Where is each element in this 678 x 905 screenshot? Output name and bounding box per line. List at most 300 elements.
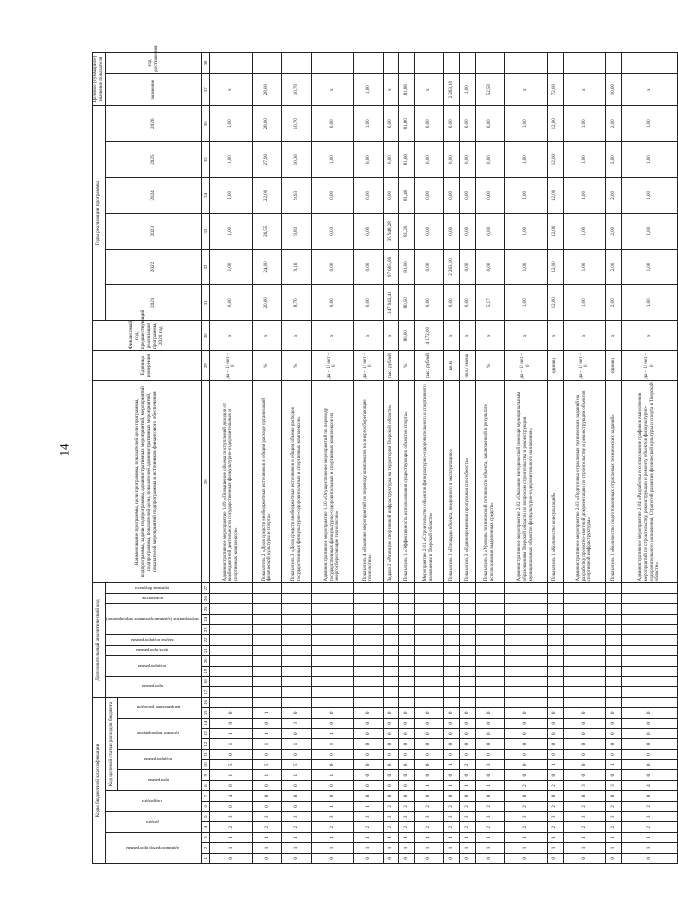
base-value-cell: х: [444, 321, 460, 351]
row-description: Показатель 1 «Количество подготовленных отраслевых технических заданий»: [606, 381, 622, 583]
year-value-cell: 0,00: [383, 178, 399, 214]
base-value-cell: х: [606, 321, 622, 351]
row-description: Показатель 1 «Количество консультаций»: [547, 381, 563, 583]
year-2024: 2024: [105, 178, 202, 214]
row-description: Административное мероприятие 2.04 «Разработка и согласование графиков выполнения мероприятий по строительству, реконструкции и ремонту объектов физкультурно-оздоровительного назначения, Стратегий развития физической культуры и спорта в Тверской области»: [622, 381, 678, 583]
code-cell: 0: [563, 739, 606, 749]
year-value-cell: 0,03: [311, 213, 354, 249]
code-cell: 0: [606, 791, 622, 801]
code-cell: 2: [415, 801, 444, 811]
code-cell: 0: [505, 708, 548, 718]
code-cell: [475, 625, 504, 635]
code-cell: 1: [444, 780, 460, 790]
year-value-cell: 0,00: [415, 285, 444, 321]
code-cell: 0: [253, 749, 282, 759]
column-index-cell: 15: [202, 708, 210, 718]
year-value-cell: 1,00: [622, 106, 678, 142]
code-cell: 2: [475, 801, 504, 811]
code-cell: [210, 687, 253, 697]
unit-cell: %: [475, 351, 504, 381]
table-row: [415, 53, 444, 864]
code-cell: 5: [282, 760, 311, 770]
final-year-label: год достижения: [105, 53, 202, 74]
code-cell: [253, 625, 282, 635]
code-cell: 2: [460, 760, 476, 770]
code-cell: 0: [505, 853, 548, 863]
code-cell: [444, 625, 460, 635]
code-cell: 9: [210, 718, 253, 728]
table-row: [383, 53, 399, 864]
column-index-cell: 25: [202, 604, 210, 614]
code-cell: [383, 666, 399, 676]
code-cell: 0: [253, 853, 282, 863]
vcol-event: мероприятие (административное мероприятие): [105, 616, 199, 622]
code-cell: [505, 635, 548, 645]
code-cell: [505, 666, 548, 676]
unit-cell: единиц: [606, 351, 622, 381]
row-description: Показатель 2 «Единовременная пропускная способность»: [460, 381, 476, 583]
base-value-cell: х: [383, 321, 399, 351]
rotated-table-container: [92, 45, 661, 864]
row-description: Административное мероприятие 1.10 «Осуществление мероприятий по переводу государственных физкультурно-оздоровительных и спортивных комплексов на энергосберегающие технологии»: [311, 381, 354, 583]
year-2023: 2023: [105, 213, 202, 249]
code-cell: [622, 697, 678, 707]
code-cell: [399, 666, 415, 676]
code-cell: 2: [383, 822, 399, 832]
column-index-cell: 14: [202, 718, 210, 728]
year-value-cell: 1,00: [210, 249, 253, 285]
code-cell: 1: [399, 843, 415, 853]
code-cell: [460, 645, 476, 655]
code-cell: [444, 604, 460, 614]
code-cell: 1: [606, 843, 622, 853]
code-cell: [253, 604, 282, 614]
year-value-cell: 8,70: [282, 285, 311, 321]
code-cell: [460, 697, 476, 707]
final-year-cell: [505, 53, 548, 74]
code-cell: 0: [383, 708, 399, 718]
code-cell: 0: [475, 791, 504, 801]
base-value-cell: х: [505, 321, 548, 351]
code-cell: [354, 656, 383, 666]
code-cell: [311, 625, 354, 635]
code-cell: [547, 676, 563, 686]
code-cell: 0: [444, 728, 460, 738]
code-cell: [311, 656, 354, 666]
final-year-cell: [563, 53, 606, 74]
final-value-cell: х: [563, 73, 606, 105]
code-cell: [210, 666, 253, 676]
year-value-cell: 0,00: [460, 142, 476, 178]
year-value-cell: 1,00: [210, 142, 253, 178]
code-cell: 1: [460, 832, 476, 842]
year-value-cell: 12,00: [547, 213, 563, 249]
code-cell: [444, 593, 460, 603]
code-cell: 0: [475, 728, 504, 738]
code-cell: 1: [282, 739, 311, 749]
code-cell: [475, 676, 504, 686]
code-cell: 0: [399, 853, 415, 863]
code-cell: 1: [444, 843, 460, 853]
code-cell: 3: [563, 812, 606, 822]
code-cell: [460, 604, 476, 614]
year-value-cell: 26,55: [253, 213, 282, 249]
code-cell: 1: [606, 832, 622, 842]
year-value-cell: 1,00: [563, 285, 606, 321]
code-cell: 0: [622, 708, 678, 718]
code-cell: 0: [622, 791, 678, 801]
code-cell: [282, 583, 311, 594]
code-cell: [547, 697, 563, 707]
code-cell: [444, 666, 460, 676]
final-year-cell: [475, 53, 504, 74]
code-cell: 0: [399, 739, 415, 749]
code-cell: 2: [606, 822, 622, 832]
vcol-program: программа: [147, 778, 169, 784]
final-year-cell: [383, 53, 399, 74]
code-cell: 0: [563, 853, 606, 863]
year-value-cell: 1,00: [505, 249, 548, 285]
code-cell: [282, 614, 311, 624]
code-cell: 0: [460, 739, 476, 749]
code-cell: 2: [383, 801, 399, 811]
year-value-cell: 0,00: [444, 142, 460, 178]
year-value-cell: 20,00: [253, 285, 282, 321]
code-cell: [311, 687, 354, 697]
code-cell: 0: [505, 749, 548, 759]
year-value-cell: 9,93: [282, 178, 311, 214]
code-cell: [311, 604, 354, 614]
year-value-cell: 12,00: [547, 249, 563, 285]
year-value-cell: 0,00: [383, 106, 399, 142]
code-cell: 0: [563, 708, 606, 718]
code-cell: [475, 614, 504, 624]
base-value-cell: х: [475, 321, 504, 351]
table-row: [282, 53, 311, 864]
code-cell: [547, 604, 563, 614]
year-value-cell: 2,00: [606, 106, 622, 142]
column-index-cell: 10: [202, 760, 210, 770]
code-cell: [547, 583, 563, 594]
code-cell: 0: [547, 770, 563, 780]
code-cell: 1: [415, 780, 444, 790]
code-cell: [399, 593, 415, 603]
year-value-cell: 0,00: [383, 142, 399, 178]
code-cell: [383, 656, 399, 666]
vcol-section: раздел: [145, 819, 159, 825]
code-cell: [475, 583, 504, 594]
final-value-cell: 52,50: [475, 73, 504, 105]
code-cell: 0: [475, 718, 504, 728]
code-cell: [505, 614, 548, 624]
year-value-cell: 81,00: [399, 249, 415, 285]
code-cell: 0: [282, 728, 311, 738]
code-cell: 0: [399, 728, 415, 738]
year-value-cell: 1,00: [210, 178, 253, 214]
code-cell: 1: [210, 843, 253, 853]
document-sheet: [92, 45, 661, 864]
column-index-cell: 30: [202, 321, 210, 351]
base-value-cell: х: [460, 321, 476, 351]
code-cell: 0: [563, 718, 606, 728]
code-cell: 0: [253, 718, 282, 728]
code-cell: 2: [444, 801, 460, 811]
code-cell: [475, 645, 504, 655]
code-cell: [354, 635, 383, 645]
code-cell: 2: [563, 822, 606, 832]
code-cell: [563, 604, 606, 614]
code-cell: 1: [475, 843, 504, 853]
code-cell: [444, 687, 460, 697]
code-cell: [253, 635, 282, 645]
code-cell: [282, 635, 311, 645]
code-cell: [460, 614, 476, 624]
year-value-cell: 1,00: [622, 178, 678, 214]
year-value-cell: 0,00: [415, 249, 444, 285]
code-cell: 1: [444, 760, 460, 770]
code-cell: [444, 645, 460, 655]
code-cell: [563, 697, 606, 707]
code-cell: [399, 697, 415, 707]
column-index-cell: 11: [202, 749, 210, 759]
code-cell: [505, 697, 548, 707]
code-cell: 3: [282, 812, 311, 822]
code-cell: 0: [415, 760, 444, 770]
code-cell: 0: [415, 770, 444, 780]
code-cell: 1: [606, 760, 622, 770]
code-cell: 1: [383, 832, 399, 842]
code-cell: 0: [399, 780, 415, 790]
code-cell: 1: [311, 832, 354, 842]
column-index-cell: 35: [202, 142, 210, 178]
code-cell: [354, 666, 383, 676]
code-cell: [475, 656, 504, 666]
code-cell: [253, 666, 282, 676]
code-cell: 2: [547, 801, 563, 811]
code-cell: 3: [383, 812, 399, 822]
code-cell: [399, 687, 415, 697]
row-description: Показатель 1 «Эффективность использования существующих объектов спорта»: [399, 381, 415, 583]
code-cell: 0: [563, 749, 606, 759]
year-value-cell: 81,60: [399, 142, 415, 178]
table-row: [547, 53, 563, 864]
code-cell: 0: [354, 760, 383, 770]
code-cell: 2: [311, 822, 354, 832]
column-index-cell: 29: [202, 351, 210, 381]
code-cell: [311, 676, 354, 686]
base-value-cell: х: [563, 321, 606, 351]
column-index-cell: 1: [202, 853, 210, 863]
program-table: [92, 45, 678, 864]
code-cell: 3: [606, 812, 622, 822]
code-cell: 0: [399, 718, 415, 728]
codes-group-header: Коды бюджетной классификации: [93, 697, 106, 863]
code-cell: [210, 697, 253, 707]
row-description: Административное мероприятие 1.09 «Повышение объема поступлений доходов от внебюджетной деятельности государственных физкультурно-оздоровительных и спортивных комплексов»: [210, 381, 253, 583]
code-cell: 0: [399, 791, 415, 801]
code-cell: 1: [311, 843, 354, 853]
year-value-cell: 0,00: [475, 213, 504, 249]
final-year-cell: [253, 53, 282, 74]
code-cell: [354, 604, 383, 614]
final-year-cell: [606, 53, 622, 74]
code-cell: 0: [399, 708, 415, 718]
code-cell: [563, 614, 606, 624]
code-cell: 0: [282, 749, 311, 759]
code-cell: [253, 583, 282, 594]
final-year-cell: [622, 53, 678, 74]
row-description: Административное мероприятие 2.02 «Оказание методической помощи муниципальным образованиям Тверской области по вопросам строительства и реконструкции муниципальных объектов физкультурно-оздоровительного назначения»: [505, 381, 548, 583]
code-cell: [547, 687, 563, 697]
code-cell: 1: [547, 760, 563, 770]
vcol-task: задача подпрограммы: [130, 637, 174, 643]
code-cell: [505, 687, 548, 697]
code-cell: 2: [460, 822, 476, 832]
code-cell: 0: [444, 708, 460, 718]
code-cell: 1: [622, 843, 678, 853]
code-cell: [399, 635, 415, 645]
vcol-subprogram2: подпрограмма: [138, 663, 167, 669]
code-cell: 1: [547, 843, 563, 853]
vcol-subsection: подраздел: [142, 798, 163, 804]
code-cell: [622, 666, 678, 676]
code-cell: [606, 614, 622, 624]
year-value-cell: 1,00: [210, 213, 253, 249]
code-cell: [253, 656, 282, 666]
code-cell: 3: [415, 812, 444, 822]
year-value-cell: 0,00: [354, 142, 383, 178]
year-value-cell: 28,00: [253, 106, 282, 142]
year-value-cell: 0,00: [415, 106, 444, 142]
year-value-cell: 0,00: [444, 285, 460, 321]
unit-cell: да – 1/ нет – 0: [505, 351, 548, 381]
year-value-cell: 1,00: [505, 142, 548, 178]
final-value-cell: 72,00: [547, 73, 563, 105]
code-cell: 2: [253, 822, 282, 832]
final-year-cell: [210, 53, 253, 74]
code-cell: 0: [253, 791, 282, 801]
code-cell: 3: [399, 812, 415, 822]
final-value-label: значение: [105, 73, 202, 105]
year-value-cell: 10,30: [282, 142, 311, 178]
code-cell: [354, 687, 383, 697]
unit-cell: да – 1/ нет – 0: [622, 351, 678, 381]
code-cell: 2: [475, 822, 504, 832]
code-cell: 1: [210, 832, 253, 842]
final-value-cell: 28,00: [253, 73, 282, 105]
code-cell: 1: [311, 728, 354, 738]
code-cell: [383, 583, 399, 594]
unit-cell: чел./ смена: [460, 351, 476, 381]
code-cell: 0: [383, 749, 399, 759]
code-cell: 0: [606, 739, 622, 749]
code-cell: [460, 583, 476, 594]
code-cell: [622, 676, 678, 686]
code-cell: [399, 583, 415, 594]
table-row: [622, 53, 678, 864]
code-cell: [253, 697, 282, 707]
year-value-cell: 1,00: [622, 142, 678, 178]
table-row: [311, 53, 354, 864]
code-cell: [282, 645, 311, 655]
year-value-cell: 147 943,41: [383, 285, 399, 321]
year-value-cell: 5,17: [475, 285, 504, 321]
code-cell: 0: [383, 770, 399, 780]
code-cell: [415, 625, 444, 635]
code-cell: 3: [475, 812, 504, 822]
code-cell: 1: [354, 832, 383, 842]
column-index-cell: 12: [202, 739, 210, 749]
unit-cell: да – 1/ нет – 0: [563, 351, 606, 381]
code-cell: [606, 625, 622, 635]
base-value-cell: х: [282, 321, 311, 351]
code-cell: 0: [444, 770, 460, 780]
year-value-cell: 10,70: [282, 106, 311, 142]
code-cell: [563, 593, 606, 603]
year-value-cell: 81,80: [399, 106, 415, 142]
final-value-header: Целевое (суммарное) значение показателя: [93, 53, 106, 106]
code-cell: [622, 593, 678, 603]
column-index-cell: 21: [202, 645, 210, 655]
code-cell: [399, 676, 415, 686]
row-description: Показатель 3 «Доля средств внебюджетных источников в общем объеме расходов государственных физкультурно-оздоровительных и спортивных комплексов»: [282, 381, 311, 583]
unit-cell: да – 1/ нет – 0: [311, 351, 354, 381]
code-cell: [563, 583, 606, 594]
year-value-cell: 2,00: [606, 213, 622, 249]
code-cell: 1: [415, 843, 444, 853]
code-cell: [475, 635, 504, 645]
code-cell: [282, 697, 311, 707]
final-value-cell: х: [505, 73, 548, 105]
year-value-cell: 35 948,28: [383, 213, 399, 249]
column-index-cell: 34: [202, 178, 210, 214]
code-cell: 1: [460, 780, 476, 790]
year-value-cell: 0,00: [311, 178, 354, 214]
code-cell: 1: [311, 739, 354, 749]
code-cell: 0: [475, 749, 504, 759]
code-cell: 1: [563, 843, 606, 853]
code-cell: [399, 645, 415, 655]
code-cell: [415, 697, 444, 707]
program-desc-header: Наименование программы, цели программы, показателей цели программы, подпрограммы, задачи подпрограммы, административных мероприятий, мероприятий подпрограммы, показателей цели, показателей административных мероприятий, показателей мероприятий подпрограммы и источников финансового обеспечения: [93, 381, 202, 583]
code-cell: [460, 635, 476, 645]
column-index-cell: 13: [202, 728, 210, 738]
code-cell: 0: [460, 853, 476, 863]
vcol-admin: администратор программы: [125, 845, 179, 851]
vcol-budget-sign: признак бюджета: [135, 585, 170, 591]
year-value-cell: 1,00: [622, 285, 678, 321]
code-cell: [475, 593, 504, 603]
code-cell: 3: [210, 812, 253, 822]
code-cell: 5: [253, 760, 282, 770]
code-cell: [415, 614, 444, 624]
column-index-cell: 26: [202, 593, 210, 603]
code-cell: [460, 666, 476, 676]
code-cell: 0: [253, 801, 282, 811]
column-index-cell: 8: [202, 780, 210, 790]
code-cell: 0: [354, 770, 383, 780]
code-cell: 0: [444, 853, 460, 863]
code-cell: [383, 593, 399, 603]
code-cell: 0: [311, 718, 354, 728]
code-cell: 1: [354, 843, 383, 853]
code-cell: 0: [383, 853, 399, 863]
code-cell: 0: [354, 791, 383, 801]
code-cell: 2: [505, 780, 548, 790]
code-cell: [505, 625, 548, 635]
code-cell: 0: [606, 853, 622, 863]
final-value-cell: 1,00: [460, 73, 476, 105]
